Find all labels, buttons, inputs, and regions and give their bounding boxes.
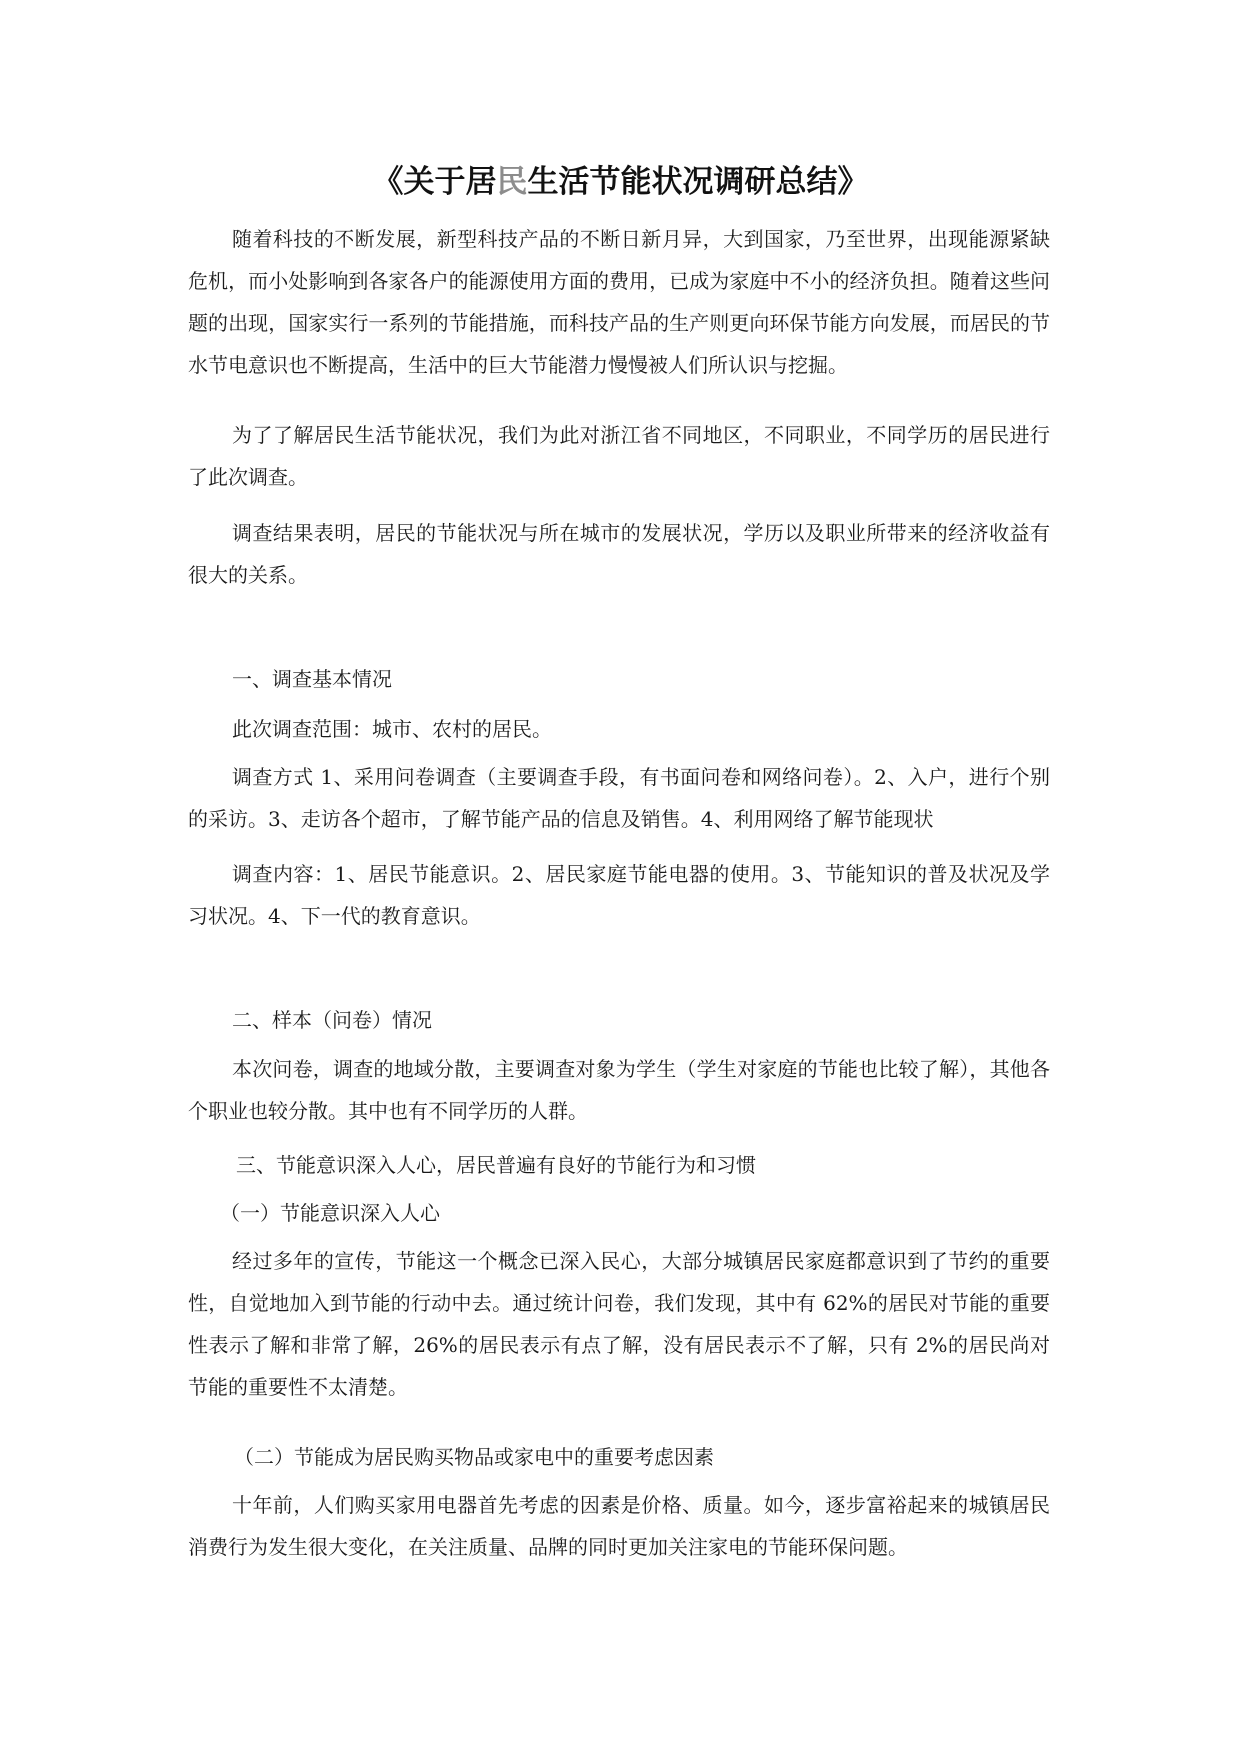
title-part-2: 民	[496, 164, 528, 200]
section-1-heading: 一、调查基本情况	[232, 667, 392, 691]
intro-paragraph-3: 调查结果表明，居民的节能状况与所在城市的发展状况，学历以及职业所带来的经济收益有很大的关系。	[188, 521, 1050, 587]
survey-content: 调查内容：1、居民节能意识。2、居民家庭节能电器的使用。3、节能知识的普及状况及学习状况。4、下一代的教育意识。	[188, 862, 1050, 928]
intro-paragraph-1: 随着科技的不断发展，新型科技产品的不断日新月异，大到国家，乃至世界，出现能源紧缺危机，而小处影响到各家各户的能源使用方面的费用，已成为家庭中不小的经济负担。随着这些问题的出现，国家实行一系列的节能措施，而科技产品的生产则更向环保节能方向发展，而居民的节水节电意识也不断提高，生活中的巨大节能潜力慢慢被人们所认识与挖掘。	[188, 227, 1050, 377]
subsection-2-heading: （二）节能成为居民购买物品或家电中的重要考虑因素	[234, 1445, 714, 1469]
section-2-heading: 二、样本（问卷）情况	[232, 1008, 432, 1032]
survey-scope: 此次调查范围：城市、农村的居民。	[232, 717, 552, 741]
section-3-heading: 三、节能意识深入人心，居民普遍有良好的节能行为和习惯	[236, 1153, 756, 1177]
subsection-1-heading: （一）节能意识深入人心	[220, 1201, 440, 1225]
document-title	[0, 160, 1241, 204]
title-part-3: 生活节能状况调研总结》	[527, 164, 869, 200]
survey-method: 调查方式 1、采用问卷调查（主要调查手段，有书面问卷和网络问卷）。2、入户，进行个别的采访。3、走访各个超市，了解节能产品的信息及销售。4、利用网络了解节能现状	[188, 765, 1050, 831]
title-part-1: 《关于居	[372, 164, 497, 200]
section-2-body: 本次问卷，调查的地域分散，主要调查对象为学生（学生对家庭的节能也比较了解），其他各个职业也较分散。其中也有不同学历的人群。	[188, 1057, 1050, 1123]
subsection-1-body: 经过多年的宣传，节能这一个概念已深入民心，大部分城镇居民家庭都意识到了节约的重要性，自觉地加入到节能的行动中去。通过统计问卷，我们发现，其中有 62%的居民对节能的重要性表示了解和非常了解，26%的居民表示有点了解，没有居民表示不了解，只有 2%的居民尚对节能的重要性不太清楚。	[188, 1249, 1050, 1399]
subsection-2-body: 十年前，人们购买家用电器首先考虑的因素是价格、质量。如今，逐步富裕起来的城镇居民消费行为发生很大变化，在关注质量、品牌的同时更加关注家电的节能环保问题。	[188, 1493, 1050, 1559]
intro-paragraph-2: 为了了解居民生活节能状况，我们为此对浙江省不同地区，不同职业，不同学历的居民进行了此次调查。	[188, 423, 1050, 489]
